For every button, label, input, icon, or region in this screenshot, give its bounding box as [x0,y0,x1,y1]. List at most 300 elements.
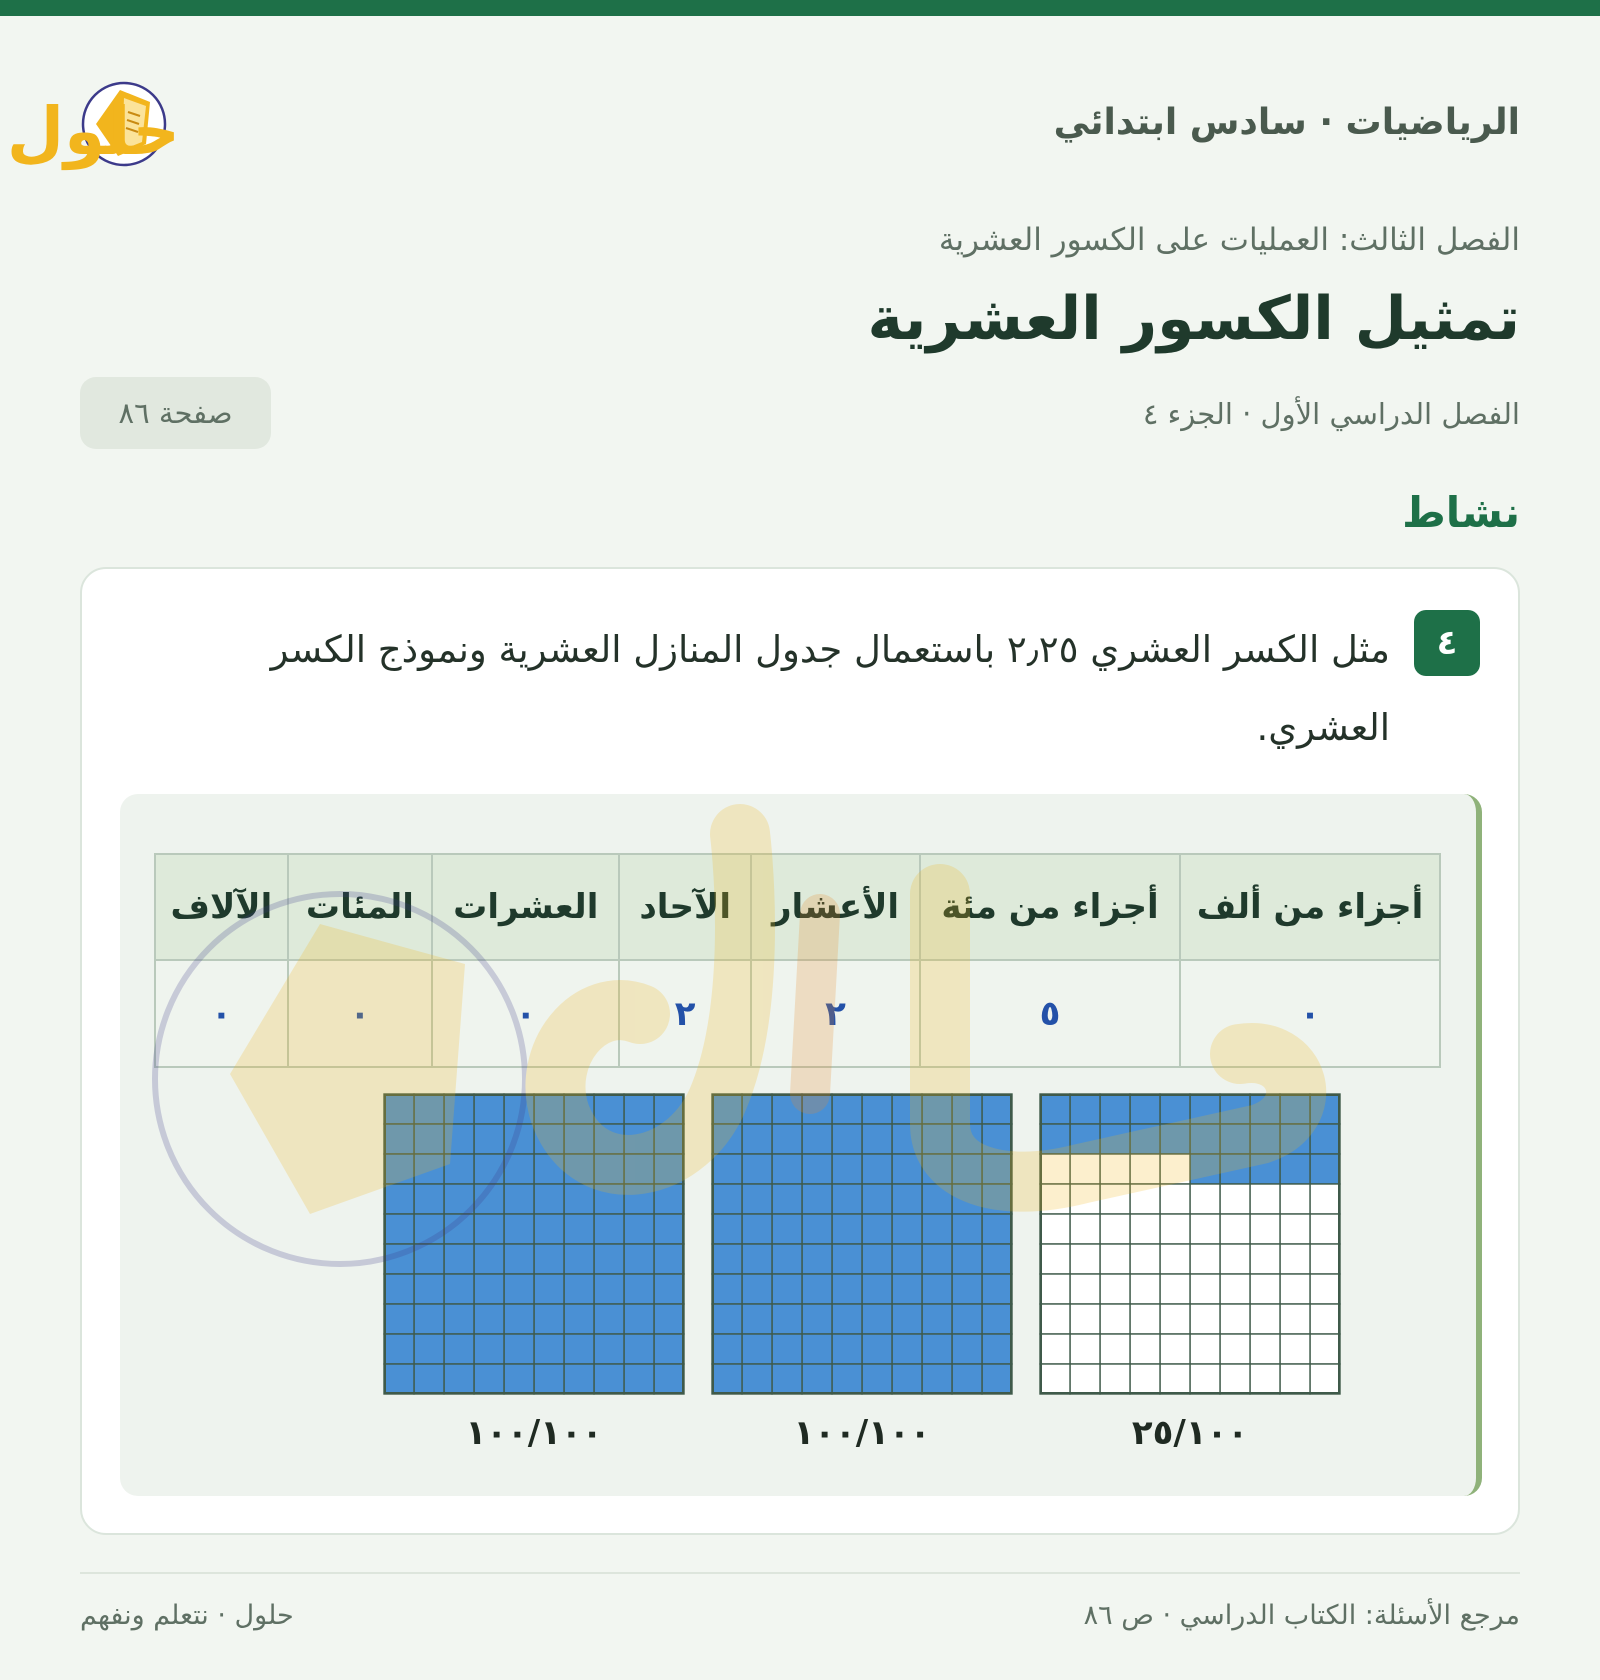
shaded-cell [892,1094,922,1124]
shaded-cell [832,1124,862,1154]
shaded-cell [1040,1094,1070,1124]
shaded-cell [414,1184,444,1214]
empty-cell [1280,1214,1310,1244]
empty-cell [1250,1214,1280,1244]
chapter-label: الفصل الثالث: العمليات على الكسور العشرية [938,222,1520,258]
shaded-cell [862,1214,892,1244]
shaded-cell [504,1274,534,1304]
shaded-cell [414,1334,444,1364]
shaded-cell [1070,1124,1100,1154]
shaded-cell [444,1274,474,1304]
empty-cell [1310,1304,1340,1334]
shaded-cell [654,1304,684,1334]
shaded-cell [414,1124,444,1154]
shaded-cell [504,1304,534,1334]
page-number-badge: صفحة ٨٦ [80,377,271,449]
shaded-cell [594,1094,624,1124]
shaded-cell [384,1304,414,1334]
shaded-cell [1070,1094,1100,1124]
shaded-cell [564,1214,594,1244]
shaded-cell [564,1364,594,1394]
empty-cell [1070,1154,1100,1184]
shaded-cell [564,1184,594,1214]
shaded-cell [742,1124,772,1154]
shaded-cell [1310,1124,1340,1154]
shaded-cell [1100,1124,1130,1154]
shaded-cell [1100,1094,1130,1124]
shaded-cell [892,1244,922,1274]
term-label: الفصل الدراسي الأول · الجزء ٤ [1142,397,1520,431]
empty-cell [1280,1364,1310,1394]
empty-cell [1250,1184,1280,1214]
shaded-cell [444,1334,474,1364]
shaded-cell [892,1214,922,1244]
shaded-cell [624,1364,654,1394]
header-thousands: الآلاف [155,854,288,960]
header-hundredths: أجزاء من مئة [920,854,1180,960]
empty-cell [1310,1364,1340,1394]
shaded-cell [1250,1094,1280,1124]
empty-cell [1160,1244,1190,1274]
shaded-cell [952,1214,982,1244]
shaded-cell [742,1304,772,1334]
shaded-cell [654,1364,684,1394]
shaded-cell [772,1214,802,1244]
shaded-cell [772,1334,802,1364]
hundred-grid [1040,1094,1340,1394]
shaded-cell [712,1094,742,1124]
shaded-cell [982,1154,1012,1184]
empty-cell [1220,1244,1250,1274]
shaded-cell [922,1124,952,1154]
empty-cell [1220,1304,1250,1334]
shaded-cell [564,1094,594,1124]
shaded-cell [474,1184,504,1214]
decimal-model-whole-2 [384,1094,684,1394]
empty-cell [1220,1334,1250,1364]
empty-cell [1070,1184,1100,1214]
shaded-cell [862,1124,892,1154]
model-label-whole-2: ١٠٠/١٠٠ [465,1413,603,1453]
shaded-cell [384,1334,414,1364]
footer-reference: مرجع الأسئلة: الكتاب الدراسي · ص ٨٦ [1083,1600,1520,1631]
shaded-cell [504,1184,534,1214]
shaded-cell [772,1244,802,1274]
shaded-cell [444,1184,474,1214]
empty-cell [1250,1304,1280,1334]
shaded-cell [742,1094,772,1124]
shaded-cell [862,1154,892,1184]
shaded-cell [772,1154,802,1184]
shaded-cell [534,1094,564,1124]
empty-cell [1100,1364,1130,1394]
shaded-cell [772,1304,802,1334]
shaded-cell [952,1184,982,1214]
shaded-cell [474,1154,504,1184]
shaded-cell [384,1124,414,1154]
shaded-cell [742,1184,772,1214]
shaded-cell [922,1364,952,1394]
model-label-whole-1: ١٠٠/١٠٠ [793,1413,931,1453]
shaded-cell [922,1154,952,1184]
decimal-model-hundredths [1040,1094,1340,1394]
shaded-cell [1130,1094,1160,1124]
footer-brand: حلول · نتعلم ونفهم [80,1600,294,1631]
place-value-digit-row [155,960,1440,1067]
shaded-cell [742,1334,772,1364]
empty-cell [1250,1364,1280,1394]
shaded-cell [952,1244,982,1274]
empty-cell [1040,1304,1070,1334]
shaded-cell [474,1244,504,1274]
shaded-cell [742,1244,772,1274]
shaded-cell [444,1154,474,1184]
subject-title: الرياضيات · سادس ابتدائي [1053,102,1520,143]
shaded-cell [534,1124,564,1154]
empty-cell [1310,1184,1340,1214]
shaded-cell [922,1334,952,1364]
shaded-cell [712,1154,742,1184]
logo-wordmark: حلول [6,93,180,170]
empty-cell [1100,1154,1130,1184]
shaded-cell [654,1334,684,1364]
empty-cell [1190,1274,1220,1304]
empty-cell [1040,1364,1070,1394]
shaded-cell [624,1094,654,1124]
shaded-cell [832,1364,862,1394]
shaded-cell [832,1094,862,1124]
shaded-cell [802,1154,832,1184]
empty-cell [1130,1334,1160,1364]
shaded-cell [594,1154,624,1184]
empty-cell [1310,1214,1340,1244]
empty-cell [1040,1244,1070,1274]
shaded-cell [892,1154,922,1184]
empty-cell [1130,1214,1160,1244]
shaded-cell [654,1184,684,1214]
shaded-cell [624,1124,654,1154]
shaded-cell [474,1094,504,1124]
shaded-cell [1250,1154,1280,1184]
empty-cell [1310,1244,1340,1274]
shaded-cell [414,1094,444,1124]
shaded-cell [922,1214,952,1244]
empty-cell [1160,1364,1190,1394]
shaded-cell [892,1124,922,1154]
shaded-cell [594,1274,624,1304]
empty-cell [1220,1184,1250,1214]
empty-cell [1160,1214,1190,1244]
empty-cell [1280,1184,1310,1214]
shaded-cell [444,1214,474,1244]
shaded-cell [444,1124,474,1154]
shaded-cell [982,1364,1012,1394]
shaded-cell [384,1154,414,1184]
model-label-hundredths: ٢٥/١٠٠ [1131,1413,1249,1453]
shaded-cell [802,1124,832,1154]
empty-cell [1070,1274,1100,1304]
question-text: مثل الكسر العشري ٢٫٢٥ باستعمال جدول المنازل العشرية ونموذج الكسر العشري. [270,628,1390,749]
shaded-cell [534,1274,564,1304]
shaded-cell [832,1244,862,1274]
shaded-cell [414,1274,444,1304]
digit-thousands: ٠ [155,960,288,1067]
shaded-cell [832,1184,862,1214]
shaded-cell [1190,1124,1220,1154]
shaded-cell [712,1124,742,1154]
shaded-cell [802,1214,832,1244]
shaded-cell [922,1184,952,1214]
shaded-cell [1280,1154,1310,1184]
shaded-cell [504,1094,534,1124]
shaded-cell [564,1244,594,1274]
shaded-cell [742,1364,772,1394]
shaded-cell [922,1244,952,1274]
shaded-cell [594,1304,624,1334]
empty-cell [1160,1274,1190,1304]
empty-cell [1160,1304,1190,1334]
empty-cell [1040,1334,1070,1364]
empty-cell [1160,1184,1190,1214]
shaded-cell [952,1094,982,1124]
empty-cell [1190,1364,1220,1394]
shaded-cell [952,1154,982,1184]
shaded-cell [594,1364,624,1394]
shaded-cell [534,1154,564,1184]
empty-cell [1040,1214,1070,1244]
shaded-cell [594,1124,624,1154]
shaded-cell [772,1364,802,1394]
shaded-cell [594,1244,624,1274]
shaded-cell [1310,1094,1340,1124]
shaded-cell [862,1244,892,1274]
shaded-cell [982,1274,1012,1304]
shaded-cell [862,1334,892,1364]
shaded-cell [772,1124,802,1154]
shaded-cell [1190,1094,1220,1124]
shaded-cell [742,1274,772,1304]
footer-divider [80,1572,1520,1574]
shaded-cell [1250,1124,1280,1154]
empty-cell [1070,1244,1100,1274]
shaded-cell [534,1184,564,1214]
shaded-cell [444,1364,474,1394]
shaded-cell [922,1274,952,1304]
shaded-cell [802,1184,832,1214]
empty-cell [1190,1304,1220,1334]
empty-cell [1130,1244,1160,1274]
shaded-cell [1220,1124,1250,1154]
shaded-cell [474,1334,504,1364]
shaded-cell [1280,1124,1310,1154]
shaded-cell [414,1244,444,1274]
empty-cell [1130,1184,1160,1214]
shaded-cell [952,1364,982,1394]
shaded-cell [414,1304,444,1334]
shaded-cell [504,1154,534,1184]
decimal-model-whole-1 [712,1094,1012,1394]
empty-cell [1070,1364,1100,1394]
empty-cell [1160,1334,1190,1364]
section-title: نشاط [1402,488,1520,537]
shaded-cell [862,1364,892,1394]
empty-cell [1280,1334,1310,1364]
shaded-cell [474,1364,504,1394]
empty-cell [1040,1154,1070,1184]
empty-cell [1040,1184,1070,1214]
shaded-cell [504,1124,534,1154]
shaded-cell [952,1274,982,1304]
shaded-cell [982,1214,1012,1244]
empty-cell [1280,1244,1310,1274]
empty-cell [1310,1274,1340,1304]
shaded-cell [1190,1154,1220,1184]
empty-cell [1280,1274,1310,1304]
shaded-cell [474,1274,504,1304]
shaded-cell [772,1094,802,1124]
shaded-cell [564,1154,594,1184]
shaded-cell [534,1334,564,1364]
page-header [6,72,1520,182]
shaded-cell [444,1304,474,1334]
shaded-cell [1040,1124,1070,1154]
shaded-cell [654,1244,684,1274]
lesson-meta [80,377,1520,449]
digit-tenths: ٢ [751,960,920,1067]
shaded-cell [564,1274,594,1304]
shaded-cell [654,1154,684,1184]
shaded-cell [624,1154,654,1184]
empty-cell [1220,1214,1250,1244]
shaded-cell [892,1334,922,1364]
question-number-badge: ٤ [1414,610,1480,676]
empty-cell [1100,1304,1130,1334]
shaded-cell [1130,1124,1160,1154]
empty-cell [1220,1364,1250,1394]
digit-hundredths: ٥ [920,960,1180,1067]
empty-cell [1130,1364,1160,1394]
shaded-cell [802,1364,832,1394]
shaded-cell [802,1094,832,1124]
shaded-cell [862,1304,892,1334]
shaded-cell [982,1094,1012,1124]
shaded-cell [1280,1094,1310,1124]
shaded-cell [534,1244,564,1274]
answer-figure [120,794,1482,1496]
shaded-cell [474,1214,504,1244]
empty-cell [1100,1274,1130,1304]
shaded-cell [624,1244,654,1274]
digit-ones: ٢ [619,960,751,1067]
empty-cell [1310,1334,1340,1364]
question-card [80,567,1520,1535]
shaded-cell [504,1364,534,1394]
shaded-cell [742,1214,772,1244]
shaded-cell [742,1154,772,1184]
shaded-cell [922,1304,952,1334]
empty-cell [1130,1304,1160,1334]
shaded-cell [384,1214,414,1244]
shaded-cell [802,1244,832,1274]
shaded-cell [892,1304,922,1334]
shaded-cell [892,1274,922,1304]
hundred-grid [384,1094,684,1394]
empty-cell [1130,1274,1160,1304]
empty-cell [1100,1214,1130,1244]
shaded-cell [534,1214,564,1244]
shaded-cell [384,1364,414,1394]
top-accent-bar [0,0,1600,16]
shaded-cell [982,1334,1012,1364]
shaded-cell [474,1304,504,1334]
empty-cell [1100,1244,1130,1274]
shaded-cell [832,1214,862,1244]
shaded-cell [832,1334,862,1364]
empty-cell [1250,1274,1280,1304]
empty-cell [1280,1304,1310,1334]
shaded-cell [504,1244,534,1274]
shaded-cell [624,1184,654,1214]
shaded-cell [624,1214,654,1244]
shaded-cell [982,1244,1012,1274]
shaded-cell [712,1184,742,1214]
shaded-cell [414,1154,444,1184]
shaded-cell [504,1214,534,1244]
empty-cell [1070,1304,1100,1334]
shaded-cell [952,1124,982,1154]
empty-cell [1040,1274,1070,1304]
shaded-cell [862,1274,892,1304]
shaded-cell [952,1304,982,1334]
shaded-cell [712,1214,742,1244]
shaded-cell [384,1274,414,1304]
shaded-cell [384,1094,414,1124]
shaded-cell [384,1184,414,1214]
header-thousandths: أجزاء من ألف [1180,854,1440,960]
shaded-cell [624,1304,654,1334]
shaded-cell [802,1274,832,1304]
shaded-cell [982,1184,1012,1214]
shaded-cell [624,1274,654,1304]
shaded-cell [1160,1124,1190,1154]
shaded-cell [444,1094,474,1124]
shaded-cell [654,1274,684,1304]
shaded-cell [982,1304,1012,1334]
hulul-logo[interactable] [6,72,360,182]
shaded-cell [712,1304,742,1334]
shaded-cell [654,1094,684,1124]
shaded-cell [594,1184,624,1214]
empty-cell [1070,1214,1100,1244]
shaded-cell [654,1124,684,1154]
empty-cell [1100,1184,1130,1214]
digit-tens: ٠ [432,960,619,1067]
shaded-cell [832,1304,862,1334]
shaded-cell [414,1364,444,1394]
shaded-cell [444,1244,474,1274]
shaded-cell [892,1184,922,1214]
shaded-cell [772,1184,802,1214]
shaded-cell [1310,1154,1340,1184]
shaded-cell [802,1304,832,1334]
empty-cell [1100,1334,1130,1364]
shaded-cell [712,1244,742,1274]
shaded-cell [712,1334,742,1364]
place-value-header-row [155,854,1440,960]
lesson-title: تمثيل الكسور العشرية [867,284,1520,354]
shaded-cell [564,1124,594,1154]
header-hundreds: المئات [288,854,432,960]
